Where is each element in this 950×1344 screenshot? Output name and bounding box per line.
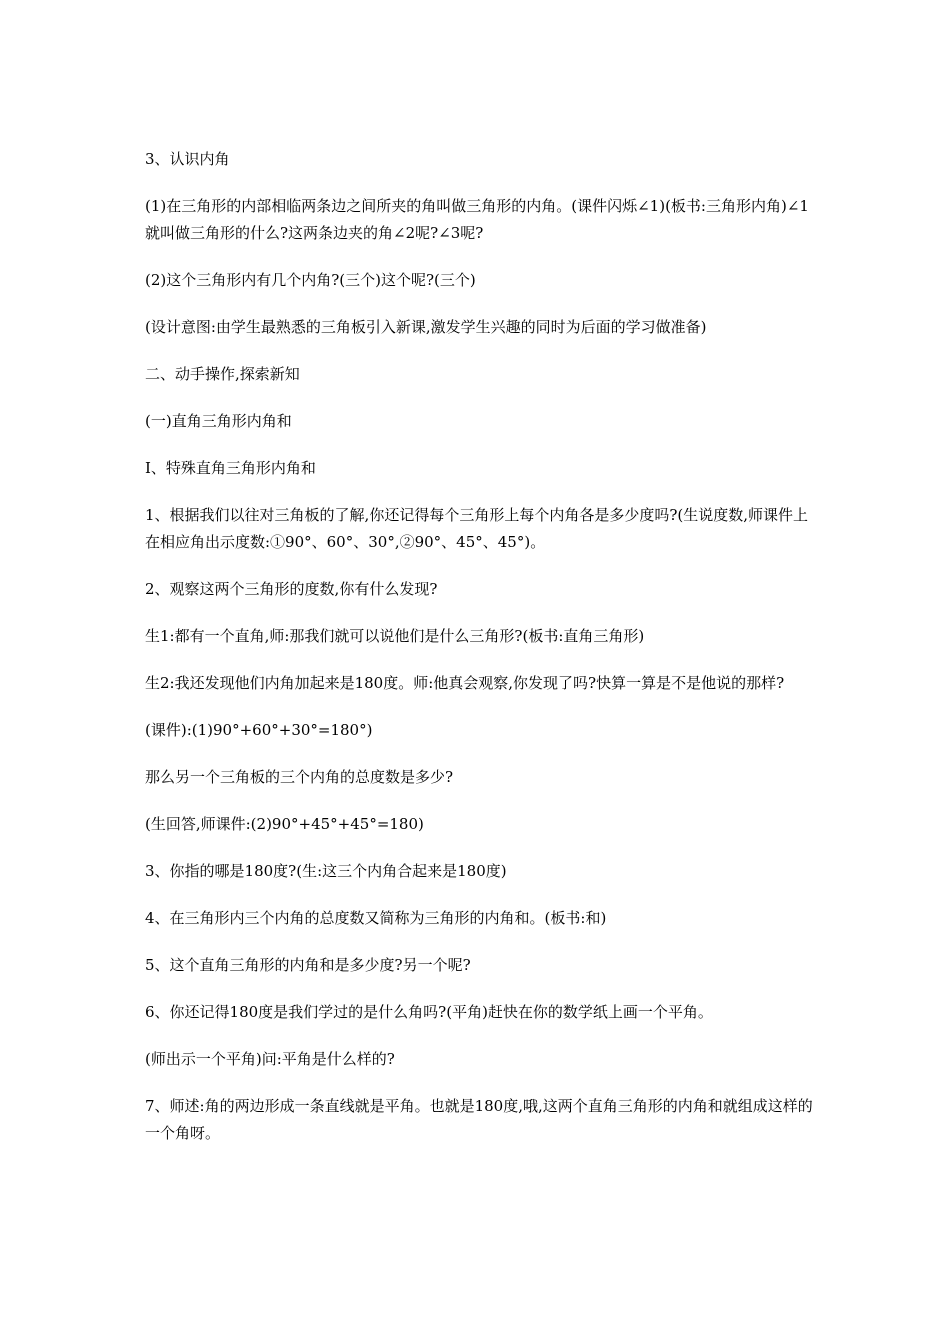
paragraph-step-7: 7、师述:角的两边形成一条直线就是平角。也就是180度,哦,这两个直角三角形的内角和就组成这样的一个角呀。 <box>145 1097 813 1142</box>
paragraph-straight-angle-question: (师出示一个平角)问:平角是什么样的? <box>145 1050 395 1068</box>
paragraph-step-6: 6、你还记得180度是我们学过的是什么角吗?(平角)赶快在你的数学纸上画一个平角。 <box>145 1003 713 1021</box>
section-heading-hands-on-exploration: 二、动手操作,探索新知 <box>145 365 300 383</box>
document-body <box>145 146 813 1167</box>
paragraph-student-2: 生2:我还发现他们内角加起来是180度。师:他真会观察,你发现了吗?快算一算是不是他说的那样? <box>145 674 785 692</box>
paragraph-other-triangle-question: 那么另一个三角板的三个内角的总度数是多少? <box>145 768 454 786</box>
paragraph-student-1: 生1:都有一个直角,师:那我们就可以说他们是什么三角形?(板书:直角三角形) <box>145 627 645 645</box>
paragraph-step-1: 1、根据我们以往对三角板的了解,你还记得每个三角形上每个内角各是多少度吗?(生说度数,师课件上在相应角出示度数:①90°、60°、30°,②90°、45°、45°)。 <box>145 506 808 551</box>
paragraph-step-3: 3、你指的哪是180度?(生:这三个内角合起来是180度) <box>145 862 507 880</box>
paragraph-design-intent: (设计意图:由学生最熟悉的三角板引入新课,激发学生兴趣的同时为后面的学习做准备) <box>145 318 707 336</box>
paragraph-step-4: 4、在三角形内三个内角的总度数又简称为三角形的内角和。(板书:和) <box>145 909 607 927</box>
subsection-heading-right-triangle-angle-sum: (一)直角三角形内角和 <box>145 412 292 430</box>
paragraph-courseware-equation-2: (生回答,师课件:(2)90°+45°+45°=180) <box>145 815 424 833</box>
paragraph-step-2: 2、观察这两个三角形的度数,你有什么发现? <box>145 580 438 598</box>
paragraph-courseware-equation-1: (课件):(1)90°+60°+30°=180°) <box>145 721 373 739</box>
section-heading-recognize-interior-angles: 3、认识内角 <box>145 150 230 168</box>
subsection-heading-special-right-triangle: Ⅰ、特殊直角三角形内角和 <box>145 459 316 477</box>
paragraph-count-interior-angles: (2)这个三角形内有几个内角?(三个)这个呢?(三个) <box>145 271 476 289</box>
paragraph-interior-angle-definition: (1)在三角形的内部相临两条边之间所夹的角叫做三角形的内角。(课件闪烁∠1)(板书:三角形内角)∠1就叫做三角形的什么?这两条边夹的角∠2呢?∠3呢? <box>145 197 809 242</box>
paragraph-step-5: 5、这个直角三角形的内角和是多少度?另一个呢? <box>145 956 471 974</box>
